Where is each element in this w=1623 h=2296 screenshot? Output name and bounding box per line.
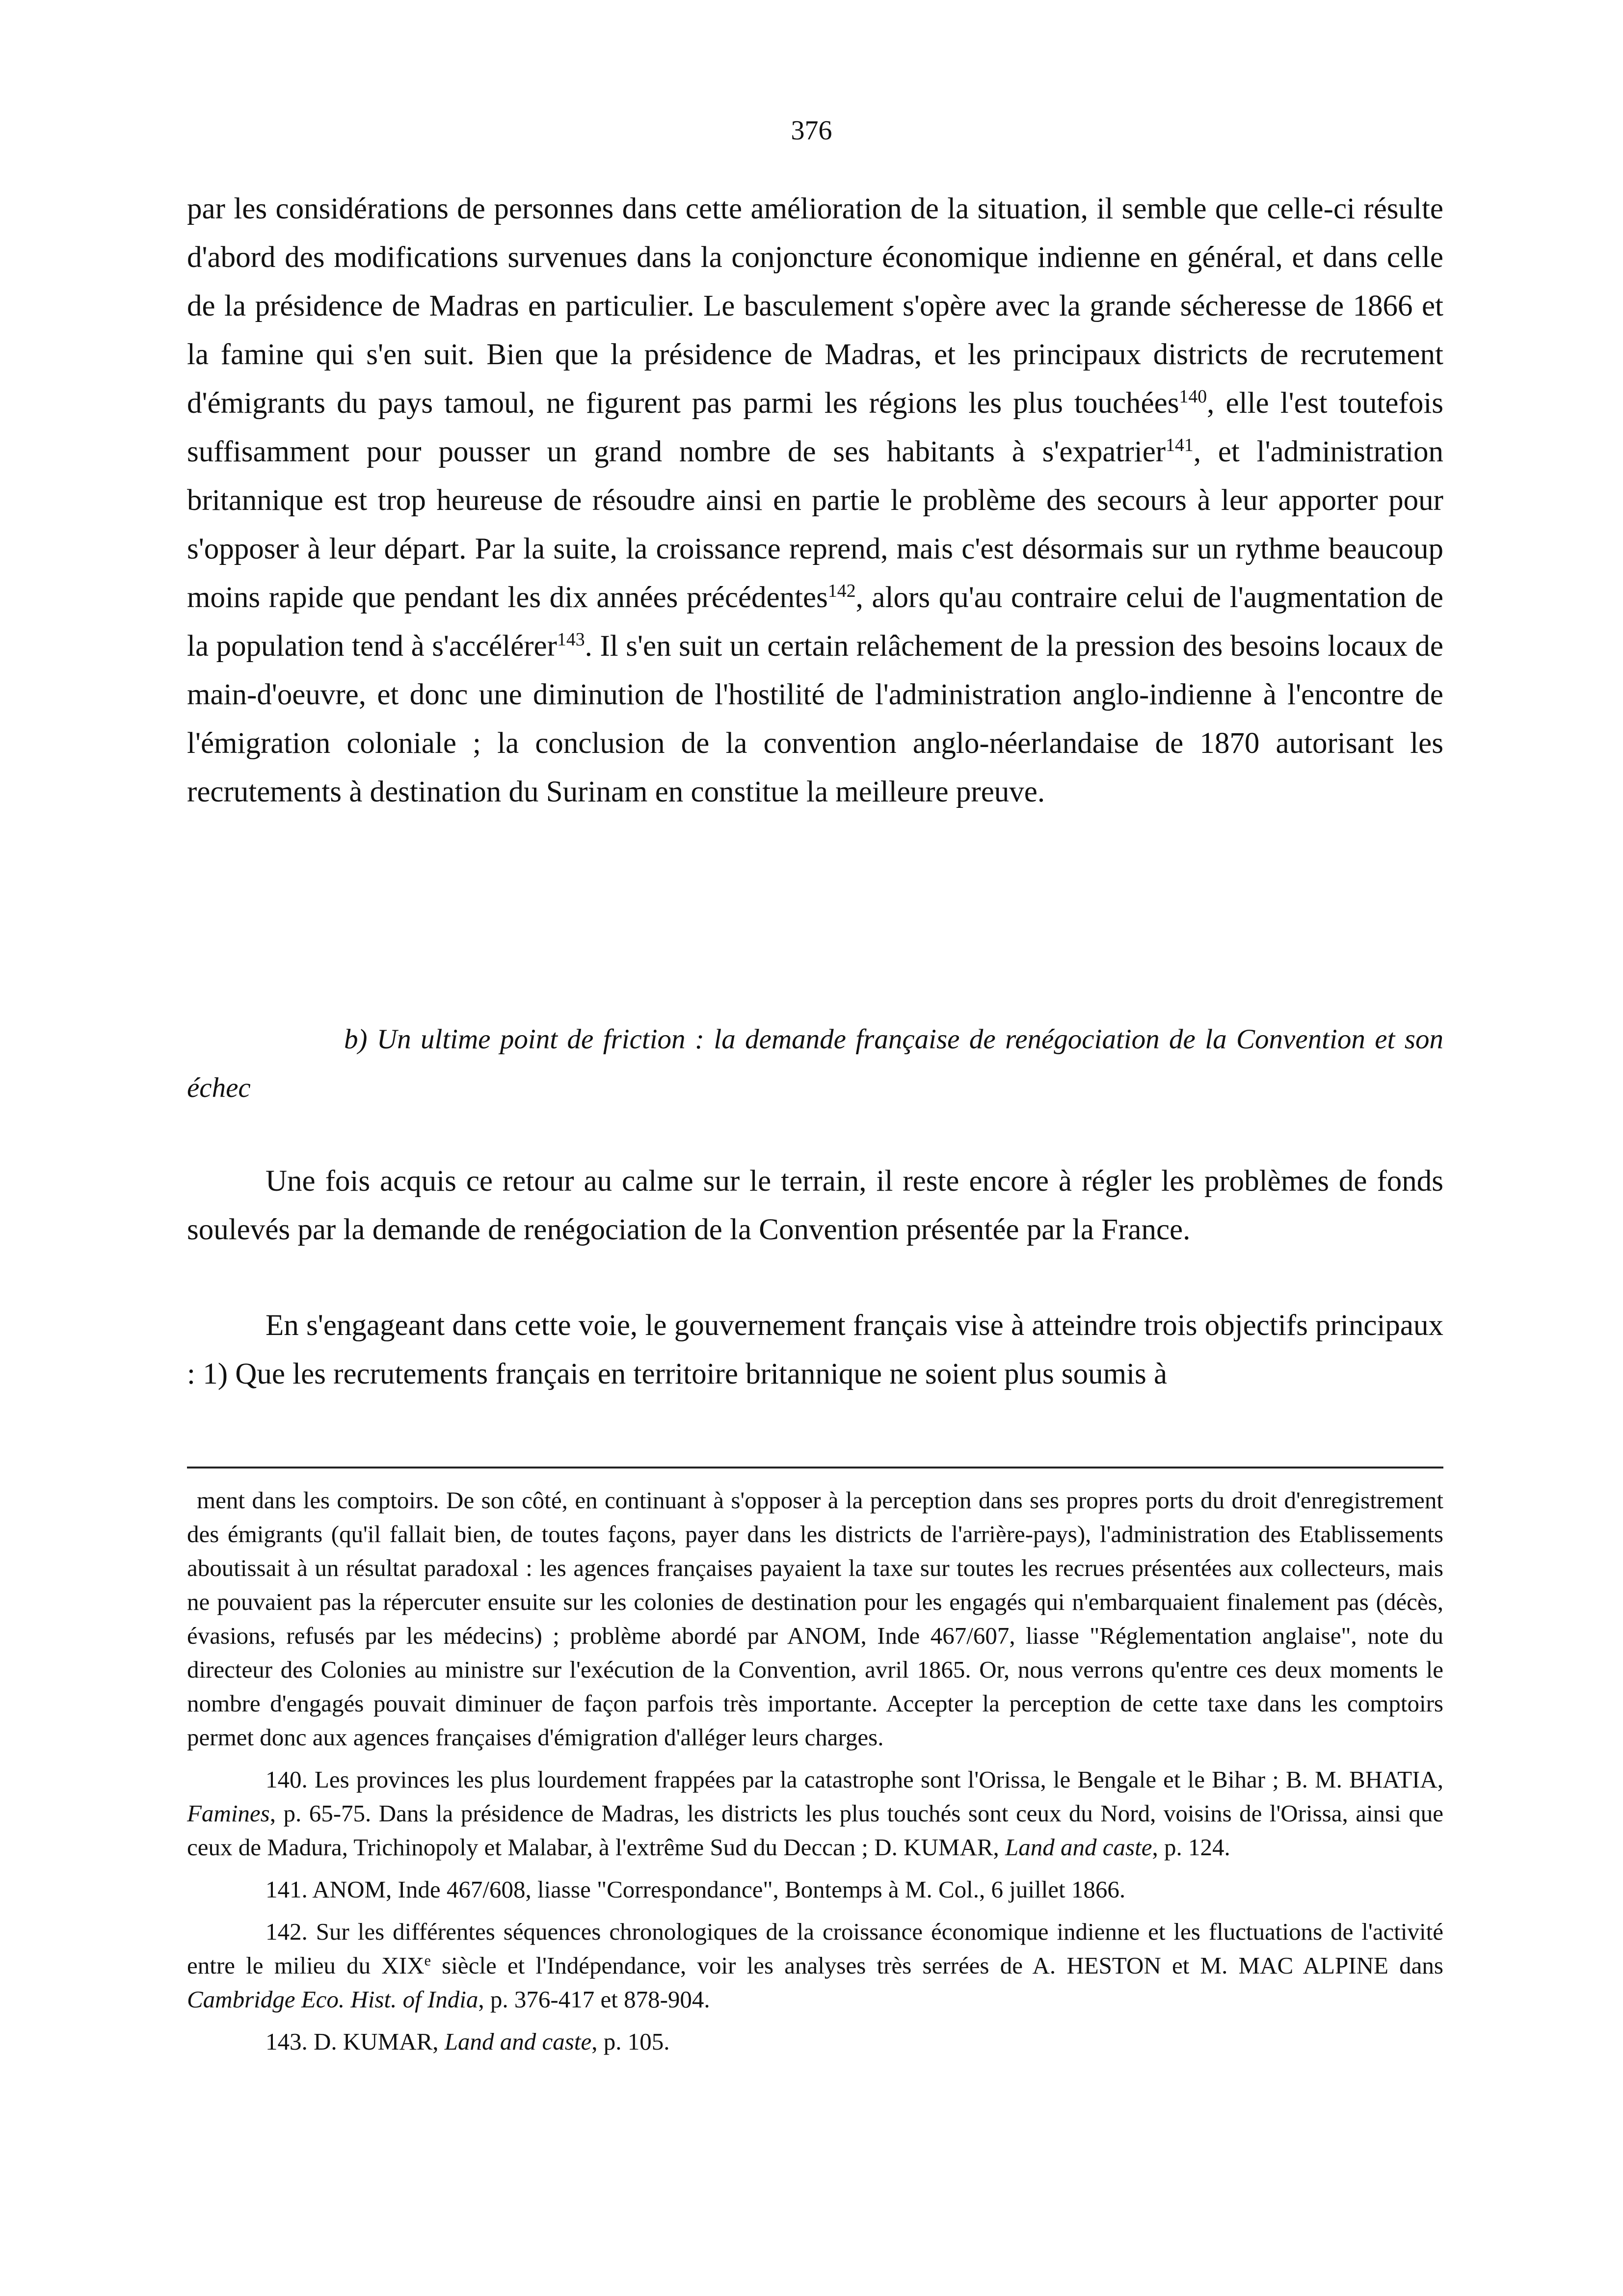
footnote-141: 141. ANOM, Inde 467/608, liasse "Correspondance", Bontemps à M. Col., 6 juillet 1866.	[266, 1876, 1126, 1903]
footnote-142: 142. Sur les différentes séquences chronologiques de la croissance économique indienne et les fluctuations de l'activité entre le milieu du XIXe siècle et l'Indépendance, voir les analyses très serrées de A. HESTON et M. MAC ALPINE dans Cambridge Eco. Hist. of India, p. 376-417 et 878-904.	[187, 1918, 1443, 2013]
paragraph-text: , elle l'est toutefois suffisamment pour pousser un grand nombre de ses habitants à s'expatrier	[187, 387, 1444, 468]
footnote-143: 143. D. KUMAR, Land and caste, p. 105.	[266, 2028, 670, 2055]
main-paragraph-2: Une fois acquis ce retour au calme sur le terrain, il reste encore à régler les problèmes de fonds soulevés par la demande de renégociation de la Convention présentée par la France.	[187, 1165, 1443, 1246]
footnotes	[187, 1483, 1443, 2067]
paragraph-text: . Il s'en suit un certain relâchement de la pression des besoins locaux de main-d'oeuvre, et donc une diminution de l'hostilité de l'administration anglo-indienne à l'encontre de l'émigration coloniale ; la conclusion de la convention anglo-néerlandaise de 1870 autorisant les recrutements à destination du Surinam en constitue la meilleure preuve.	[187, 630, 1443, 808]
footnote-ref-143[interactable]: 143	[557, 629, 585, 650]
main-paragraph-3: En s'engageant dans cette voie, le gouvernement français vise à atteindre trois objectifs principaux : 1) Que les recrutements français en territoire britannique ne soient plus soumis à	[187, 1309, 1443, 1390]
section-heading: b) Un ultime point de friction : la demande française de renégociation de la Convention et son échec	[187, 1024, 1443, 1103]
footnote-separator	[187, 1467, 1443, 1468]
footnote-ref-140[interactable]: 140	[1179, 386, 1207, 407]
footnote-140: 140. Les provinces les plus lourdement frappées par la catastrophe sont l'Orissa, le Bengale et le Bihar ; B. M. BHATIA, Famines, p. 65-75. Dans la présidence de Madras, les districts les plus touchés sont ceux du Nord, voisins de l'Orissa, ainsi que ceux de Madura, Trichinopoly et Malabar, à l'extrême Sud du Deccan ; D. KUMAR, Land and caste, p. 124.	[187, 1766, 1443, 1861]
paragraph-text: , et l'administration britannique est trop heureuse de résoudre ainsi en partie le problème des secours à leur apporter pour s'opposer à leur départ. Par la suite, la croissance reprend, mais c'est désormais sur un rythme beaucoup moins rapide que pendant les dix années précédentes	[187, 435, 1443, 614]
footnote-ref-142[interactable]: 142	[827, 581, 856, 602]
paragraph-text: par les considérations de personnes dans cette amélioration de la situation, il semble que celle-ci résulte d'abord des modifications survenues dans la conjoncture économique indienne en général, et dans celle de la présidence de Madras en particulier. Le basculement s'opère avec la grande sécheresse de 1866 et la famine qui s'en suit. Bien que la présidence de Madras, et les principaux districts de recrutement d'émigrants du pays tamoul, ne figurent pas parmi les régions les plus touchées	[187, 192, 1443, 420]
page-number: 376	[791, 115, 832, 146]
footnote-continuation: ment dans les comptoirs. De son côté, en continuant à s'opposer à la perception dans ses propres ports du droit d'enregistrement des émigrants (qu'il fallait bien, de toutes façons, payer dans les districts de l'arrière-pays), l'administration des Etablissements aboutissait à un résultat paradoxal : les agences françaises payaient la taxe sur toutes les recrues présentées aux collecteurs, mais ne pouvaient pas la répercuter ensuite sur les colonies de destination pour les engagés qui n'embarquaient finalement pas (décès, évasions, refusés par les médecins) ; problème abordé par ANOM, Inde 467/607, liasse "Réglementation anglaise", note du directeur des Colonies au ministre sur l'exécution de la Convention, avril 1865. Or, nous verrons qu'entre ces deux moments le nombre d'engagés pouvait diminuer de façon parfois très importante. Accepter la perception de cette taxe dans les comptoirs permet donc aux agences françaises d'émigration d'alléger leurs charges.	[187, 1487, 1443, 1751]
footnote-ref-141[interactable]: 141	[1166, 435, 1194, 456]
main-paragraph-1	[187, 185, 1443, 816]
paragraph-text: , alors qu'au contraire celui de l'augmentation de la population tend à s'accélérer	[187, 581, 1443, 663]
